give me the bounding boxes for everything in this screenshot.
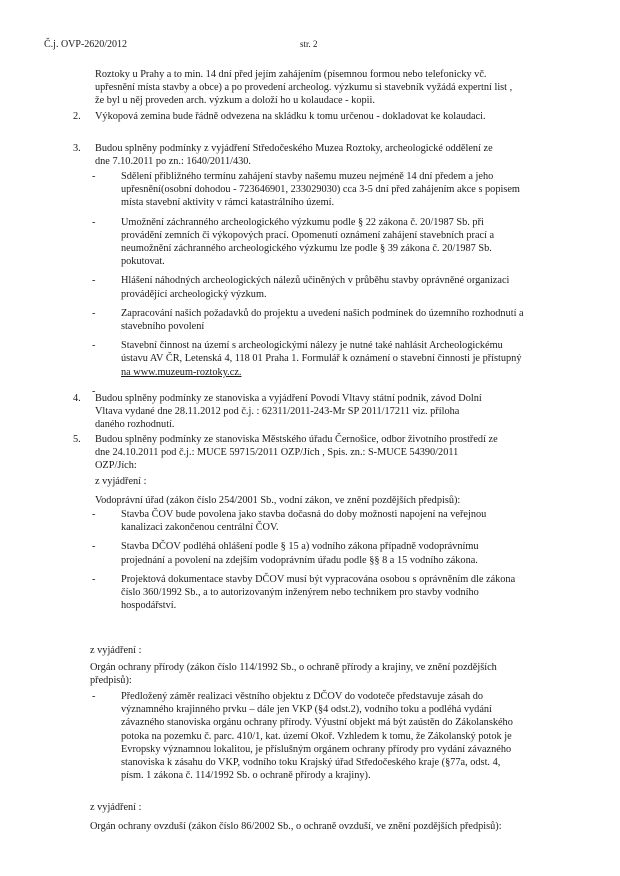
text-line: hospodářství. — [121, 600, 177, 612]
list-item: - Projektová dokumentace stavby DČOV musí být vypracována osobou s oprávněním dle zákona číslo 360/1992 Sb., a to autorizovaným inženýrem nebo technikem pro stavby vodního hospodářství. — [0, 573, 566, 613]
text-line: daného rozhodnutí. — [95, 419, 175, 431]
text-line: závazného stanoviska orgánu ochrany přírody. Výustní objekt má být zaústěn do Zákolanského — [121, 717, 513, 729]
section-title: Vodoprávní úřad (zákon číslo 254/2001 Sb., vodní zákon, ve znění pozdějších předpisů): — [95, 495, 461, 507]
item-number: 5. — [73, 434, 81, 445]
text-line: upřesnění místa stavby a obce) a po provedení archeolog. výzkumu si stavebník vyžádá expertní list , — [95, 82, 513, 94]
text-line: Orgán ochrany přírody (zákon číslo 114/1992 Sb., o ochraně přírody a krajiny, ve znění pozdějších — [90, 662, 497, 673]
text-line: dne 7.10.2011 po zn.: 1640/2011/430. — [95, 156, 251, 168]
text-line: Evropsky významnou lokalitou, je příslušným orgánem ochrany přírody pro vydání závazného — [121, 743, 512, 755]
museum-conditions-list: - Sdělení přibližného termínu zahájení stavby našemu muzeu nejméně 14 dní předem a jeho upřesnění(osobní dohodou - 723646901, 233029030) cca 3-5 dní před zahájením akce s popisem místa stavební aktivity v rámci katastrálního území. - Umožnění záchranného archeologického výzkumu podle § 22 zákona č. 20/1987 Sb. při provádění zemních či výkopových prací. Opomenutí oznámení zahájení stavebních prací a neumožnění záchranného archeologického výzkumu lze podle § 39 zákona č. 20/1987 Sb. pokutovat. - Hlášení náhodných archeologických nálezů učiněných v průběhu stavby oprávněné organizaci provádějící archeologický výzkum. - Zapracování našich požadavků do projektu a uvedení našich podmínek do územního rozhodnutí a stavebního povolení - Stavební činnost na území s archeologickými nálezy je nutné také nahlásit Archeologickému ústavu AV ČR, Letenská 4, 118 01 Praha 1. Formulář k oznámení o stavební činnosti je přístupný na www.muzeum-roztoky.cz. - — [0, 170, 620, 385]
text-line: Stavební činnost na území s archeologickými nálezy je nutné také nahlásit Archeologickému — [121, 340, 503, 352]
text-line: místa stavební aktivity v rámci katastrálního území. — [121, 197, 335, 209]
text-line: provádění zemních či výkopových prací. Opomenutí oznámení zahájení stavebních prací a — [121, 229, 495, 241]
section-title: Orgán ochrany ovzduší (zákon číslo 86/2002 Sb., o ochraně ovzduší, ve znění pozdějších předpisů): — [90, 821, 502, 832]
text-line: neumožnění záchranného archeologického výzkumu lze podle § 39 zákona č. 20/1987 Sb. — [121, 243, 492, 255]
text-line: projednání a povolení na zdejším vodoprávním úřadu podle §§ 8 a 15 vodního zákona. — [121, 554, 478, 566]
list-item: - Stavba DČOV podléhá ohlášení podle § 15 a) vodního zákona případně vodoprávnímu projednání a povolení na zdejším vodoprávním úřadu podle §§ 8 a 15 vodního zákona. — [0, 540, 566, 566]
list-item: - Stavební činnost na území s archeologickými nálezy je nutné také nahlásit Archeologickému ústavu AV ČR, Letenská 4, 118 01 Praha 1. Formulář k oznámení o stavební činnosti je přístupný na www.muzeum-roztoky.cz. — [0, 339, 566, 379]
text-line: dne 24.10.2011 pod č.j.: MUCE 59715/2011 OZP/Jích , Spis. zn.: S-MUCE 54390/2011 — [95, 447, 459, 459]
text-line: Stavba DČOV podléhá ohlášení podle § 15 a) vodního zákona případně vodoprávnímu — [121, 541, 479, 553]
list-item: - Stavba ČOV bude povolena jako stavba dočasná do doby možnosti napojení na veřejnou kanalizaci zakončenou centrální ČOV. — [0, 508, 566, 534]
list-item: - Sdělení přibližného termínu zahájení stavby našemu muzeu nejméně 14 dní předem a jeho upřesnění(osobní dohodou - 723646901, 233029030) cca 3-5 dní před zahájením akce s popisem místa stavební aktivity v rámci katastrálního území. — [0, 170, 566, 210]
text-line: Umožnění záchranného archeologického výzkumu podle § 22 zákona č. 20/1987 Sb. při — [121, 216, 484, 228]
text-line: Budou splněny podmínky ze stanoviska a vyjádření Povodí Vltavy státní podnik, závod Dolní — [95, 393, 482, 404]
water-authority-section — [95, 475, 565, 507]
text-line: ústavu AV ČR, Letenská 4, 118 01 Praha 1. Formulář k oznámení o stavební činnosti je přístupný — [121, 353, 522, 365]
text-line: Zapracování našich požadavků do projektu a uvedení našich podmínek do územního rozhodnutí a — [121, 307, 524, 319]
text-line: významného krajinného prvku – dále jen VKP (§4 odst.2), vodního toku a podléhá vydání — [121, 704, 492, 716]
text-line: kanalizaci zakončenou centrální ČOV. — [121, 522, 279, 534]
text-line: OZP/Jích: — [95, 460, 137, 472]
reference-number: Č.j. OVP-2620/2012 — [44, 39, 128, 50]
item-number: 3. — [73, 143, 81, 154]
text-line: Budou splněny podmínky ze stanoviska Městského úřadu Černošice, odbor životního prostředí ze — [95, 434, 498, 445]
list-item: - Hlášení náhodných archeologických nálezů učiněných v průběhu stavby oprávněné organizaci provádějící archeologický výzkum. — [0, 274, 566, 300]
text-line: předpisů): — [90, 675, 132, 687]
text-line: pokutovat. — [121, 256, 165, 268]
list-item: - Umožnění záchranného archeologického výzkumu podle § 22 zákona č. 20/1987 Sb. při provádění zemních či výkopových prací. Opomenutí oznámení zahájení stavebních prací a neumožnění záchranného archeologického výzkumu lze podle § 39 zákona č. 20/1987 Sb. pokutovat. — [0, 216, 566, 269]
text-line: Předložený záměr realizaci věstního objektu z DČOV do vodoteče představuje zásah do — [121, 691, 484, 702]
section-label: z vyjádření : — [90, 802, 142, 813]
list-item: - Předložený záměr realizaci věstního objektu z DČOV do vodoteče představuje zásah do významného krajinného prvku – dále jen VKP (§4 odst.2), vodního toku a podléhá vydání závazného stanoviska orgánu ochrany přírody. Výustní objekt má být zaústěn do Zákolanského potoka na pozemku č. parc. 410/1, kat. území Okoř. Vzhledem k tomu, že Zákolanský potok je Evropsky významnou lokalitou, je příslušným orgánem ochrany přírody pro vydání závazného stanoviska k zásahu do VKP, vodního toku Krajský úřad Středočeského kraje (§77a, odst. 4, písm. 1 zákona č. 114/1992 Sb. o ochraně přírody a krajiny). — [0, 690, 566, 782]
museum-link[interactable]: na www.muzeum-roztoky.cz. — [121, 366, 242, 378]
text-line — [121, 366, 566, 379]
text-line: upřesnění(osobní dohodou - 723646901, 233029030) cca 3-5 dní před zahájením akce s popisem — [121, 184, 520, 196]
text-line: Roztoky u Prahy a to min. 14 dní před jejím zahájením (písemnou formou nebo telefonicky vč. — [95, 69, 487, 80]
text-line: Stavba ČOV bude povolena jako stavba dočasná do doby možnosti napojení na veřejnou — [121, 509, 487, 520]
text-line: potoka na pozemku č. parc. 410/1, kat. území Okoř. Vzhledem k tomu, že Zákolanský potok je — [121, 730, 512, 742]
text-line: písm. 1 zákona č. 114/1992 Sb. o ochraně přírody a krajiny). — [121, 770, 371, 782]
section-label: z vyjádření : — [95, 476, 147, 487]
page-number: str. 2 — [300, 39, 318, 49]
text-line: číslo 360/1992 Sb., a to autorizovaným inženýrem nebo technikem pro stavby vodního — [121, 587, 479, 599]
intro-paragraph — [95, 68, 565, 108]
text-line: stavebního povolení — [121, 321, 205, 333]
text-line: Projektová dokumentace stavby DČOV musí být vypracována osobou s oprávněním dle zákona — [121, 573, 516, 585]
text-line: stanoviska k zásahu do VKP, vodního toku Krajský úřad Středočeského kraje (§77a, odst. 4, — [121, 757, 501, 769]
text-line: Výkopová zemina bude řádně odvezena na skládku k tomu určenou - dokladovat ke kolaudaci. — [95, 111, 486, 122]
list-item: - Zapracování našich požadavků do projektu a uvedení našich podmínek do územního rozhodnutí a stavebního povolení — [0, 307, 566, 333]
item-number: 4. — [73, 393, 81, 404]
text-line: Budou splněny podmínky z vyjádření Středočeského Muzea Roztoky, archeologické oddělení ze — [95, 143, 493, 154]
text-line: Sdělení přibližného termínu zahájení stavby našemu muzeu nejméně 14 dní předem a jeho — [121, 171, 494, 182]
nature-conditions-list — [0, 690, 620, 787]
text-line: Vltava vydané dne 28.11.2012 pod č.j. : 62311/2011-243-Mr SP 2011/17211 viz. příloha — [95, 406, 460, 418]
item-number: 2. — [73, 111, 81, 122]
section-label: z vyjádření : — [90, 645, 142, 656]
water-conditions-list — [0, 508, 620, 617]
text-line: že byl u něj proveden arch. výzkum a doloží ho u kolaudace - kopii. — [95, 95, 375, 107]
text-line: Hlášení náhodných archeologických nálezů učiněných v průběhu stavby oprávněné organizaci — [121, 275, 510, 287]
text-line: provádějící archeologický výzkum. — [121, 288, 267, 300]
